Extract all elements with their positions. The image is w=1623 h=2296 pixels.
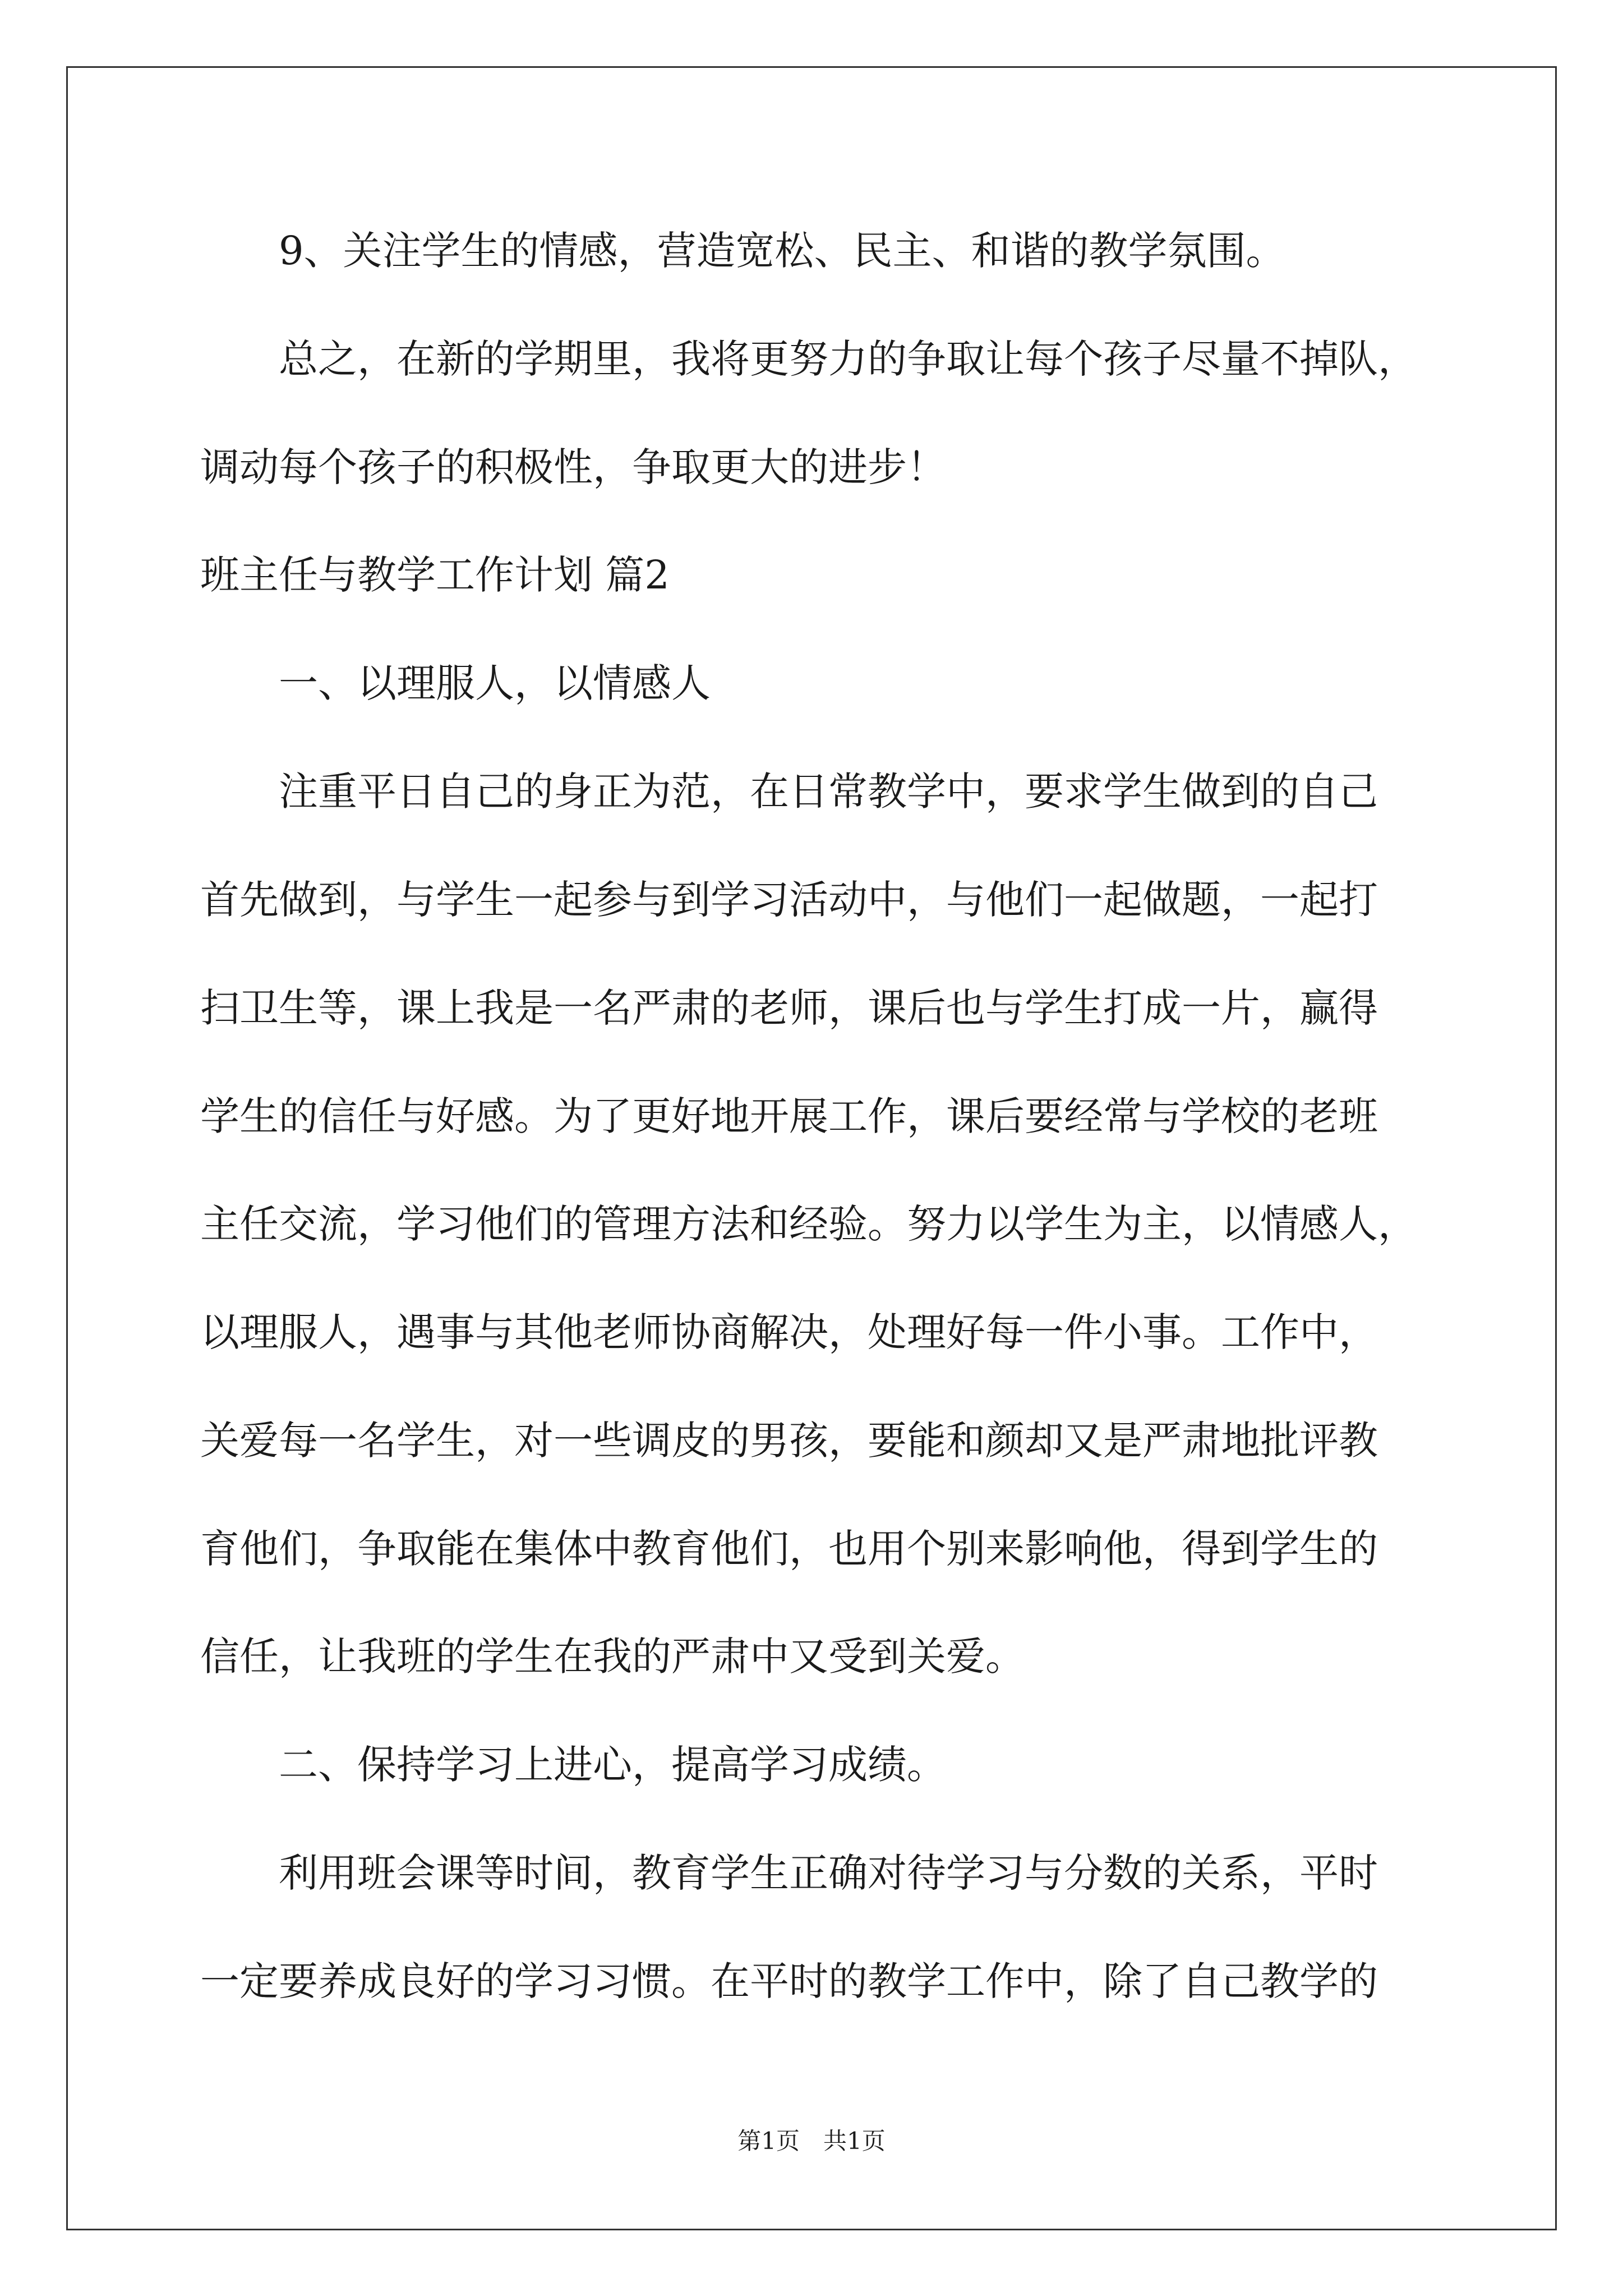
paragraph-line: 9、关注学生的情感，营造宽松、民主、和谐的教学氛围。 xyxy=(279,228,1285,274)
paragraph-line: 利用班会课等时间，教育学生正确对待学习与分数的关系，平时 xyxy=(279,1850,1378,1896)
paragraph-line: 关爱每一名学生，对一些调皮的男孩，要能和颜却又是严肃地批评教 xyxy=(200,1418,1378,1464)
subheading: 一、以理服人，以情感人 xyxy=(279,660,711,706)
paragraph-line: 学生的信任与好感。为了更好地开展工作，课后要经常与学校的老班 xyxy=(200,1093,1378,1139)
paragraph-line: 一定要养成良好的学习习惯。在平时的教学工作中，除了自己教学的 xyxy=(200,1958,1378,2004)
paragraph-line: 主任交流，学习他们的管理方法和经验。努力以学生为主，以情感人， xyxy=(200,1201,1417,1247)
paragraph-line: 信任，让我班的学生在我的严肃中又受到关爱。 xyxy=(200,1634,1025,1680)
paragraph-line: 育他们，争取能在集体中教育他们，也用个别来影响他，得到学生的 xyxy=(200,1526,1378,1572)
page-border xyxy=(66,66,1557,2230)
paragraph-line: 调动每个孩子的积极性，争取更大的进步！ xyxy=(200,444,946,490)
paragraph-line: 以理服人，遇事与其他老师协商解决，处理好每一件小事。工作中， xyxy=(200,1309,1378,1355)
paragraph-line: 注重平日自己的身正为范，在日常教学中，要求学生做到的自己 xyxy=(279,769,1378,815)
page-footer: 第1页 共1页 xyxy=(737,2127,886,2155)
section-heading: 班主任与教学工作计划 篇2 xyxy=(200,552,670,598)
paragraph-line: 首先做到，与学生一起参与到学习活动中，与他们一起做题，一起打 xyxy=(200,877,1378,923)
paragraph-line: 扫卫生等，课上我是一名严肃的老师，课后也与学生打成一片，赢得 xyxy=(200,985,1378,1031)
subheading: 二、保持学习上进心，提高学习成绩。 xyxy=(279,1742,946,1788)
paragraph-line: 总之，在新的学期里，我将更努力的争取让每个孩子尽量不掉队， xyxy=(279,336,1417,382)
